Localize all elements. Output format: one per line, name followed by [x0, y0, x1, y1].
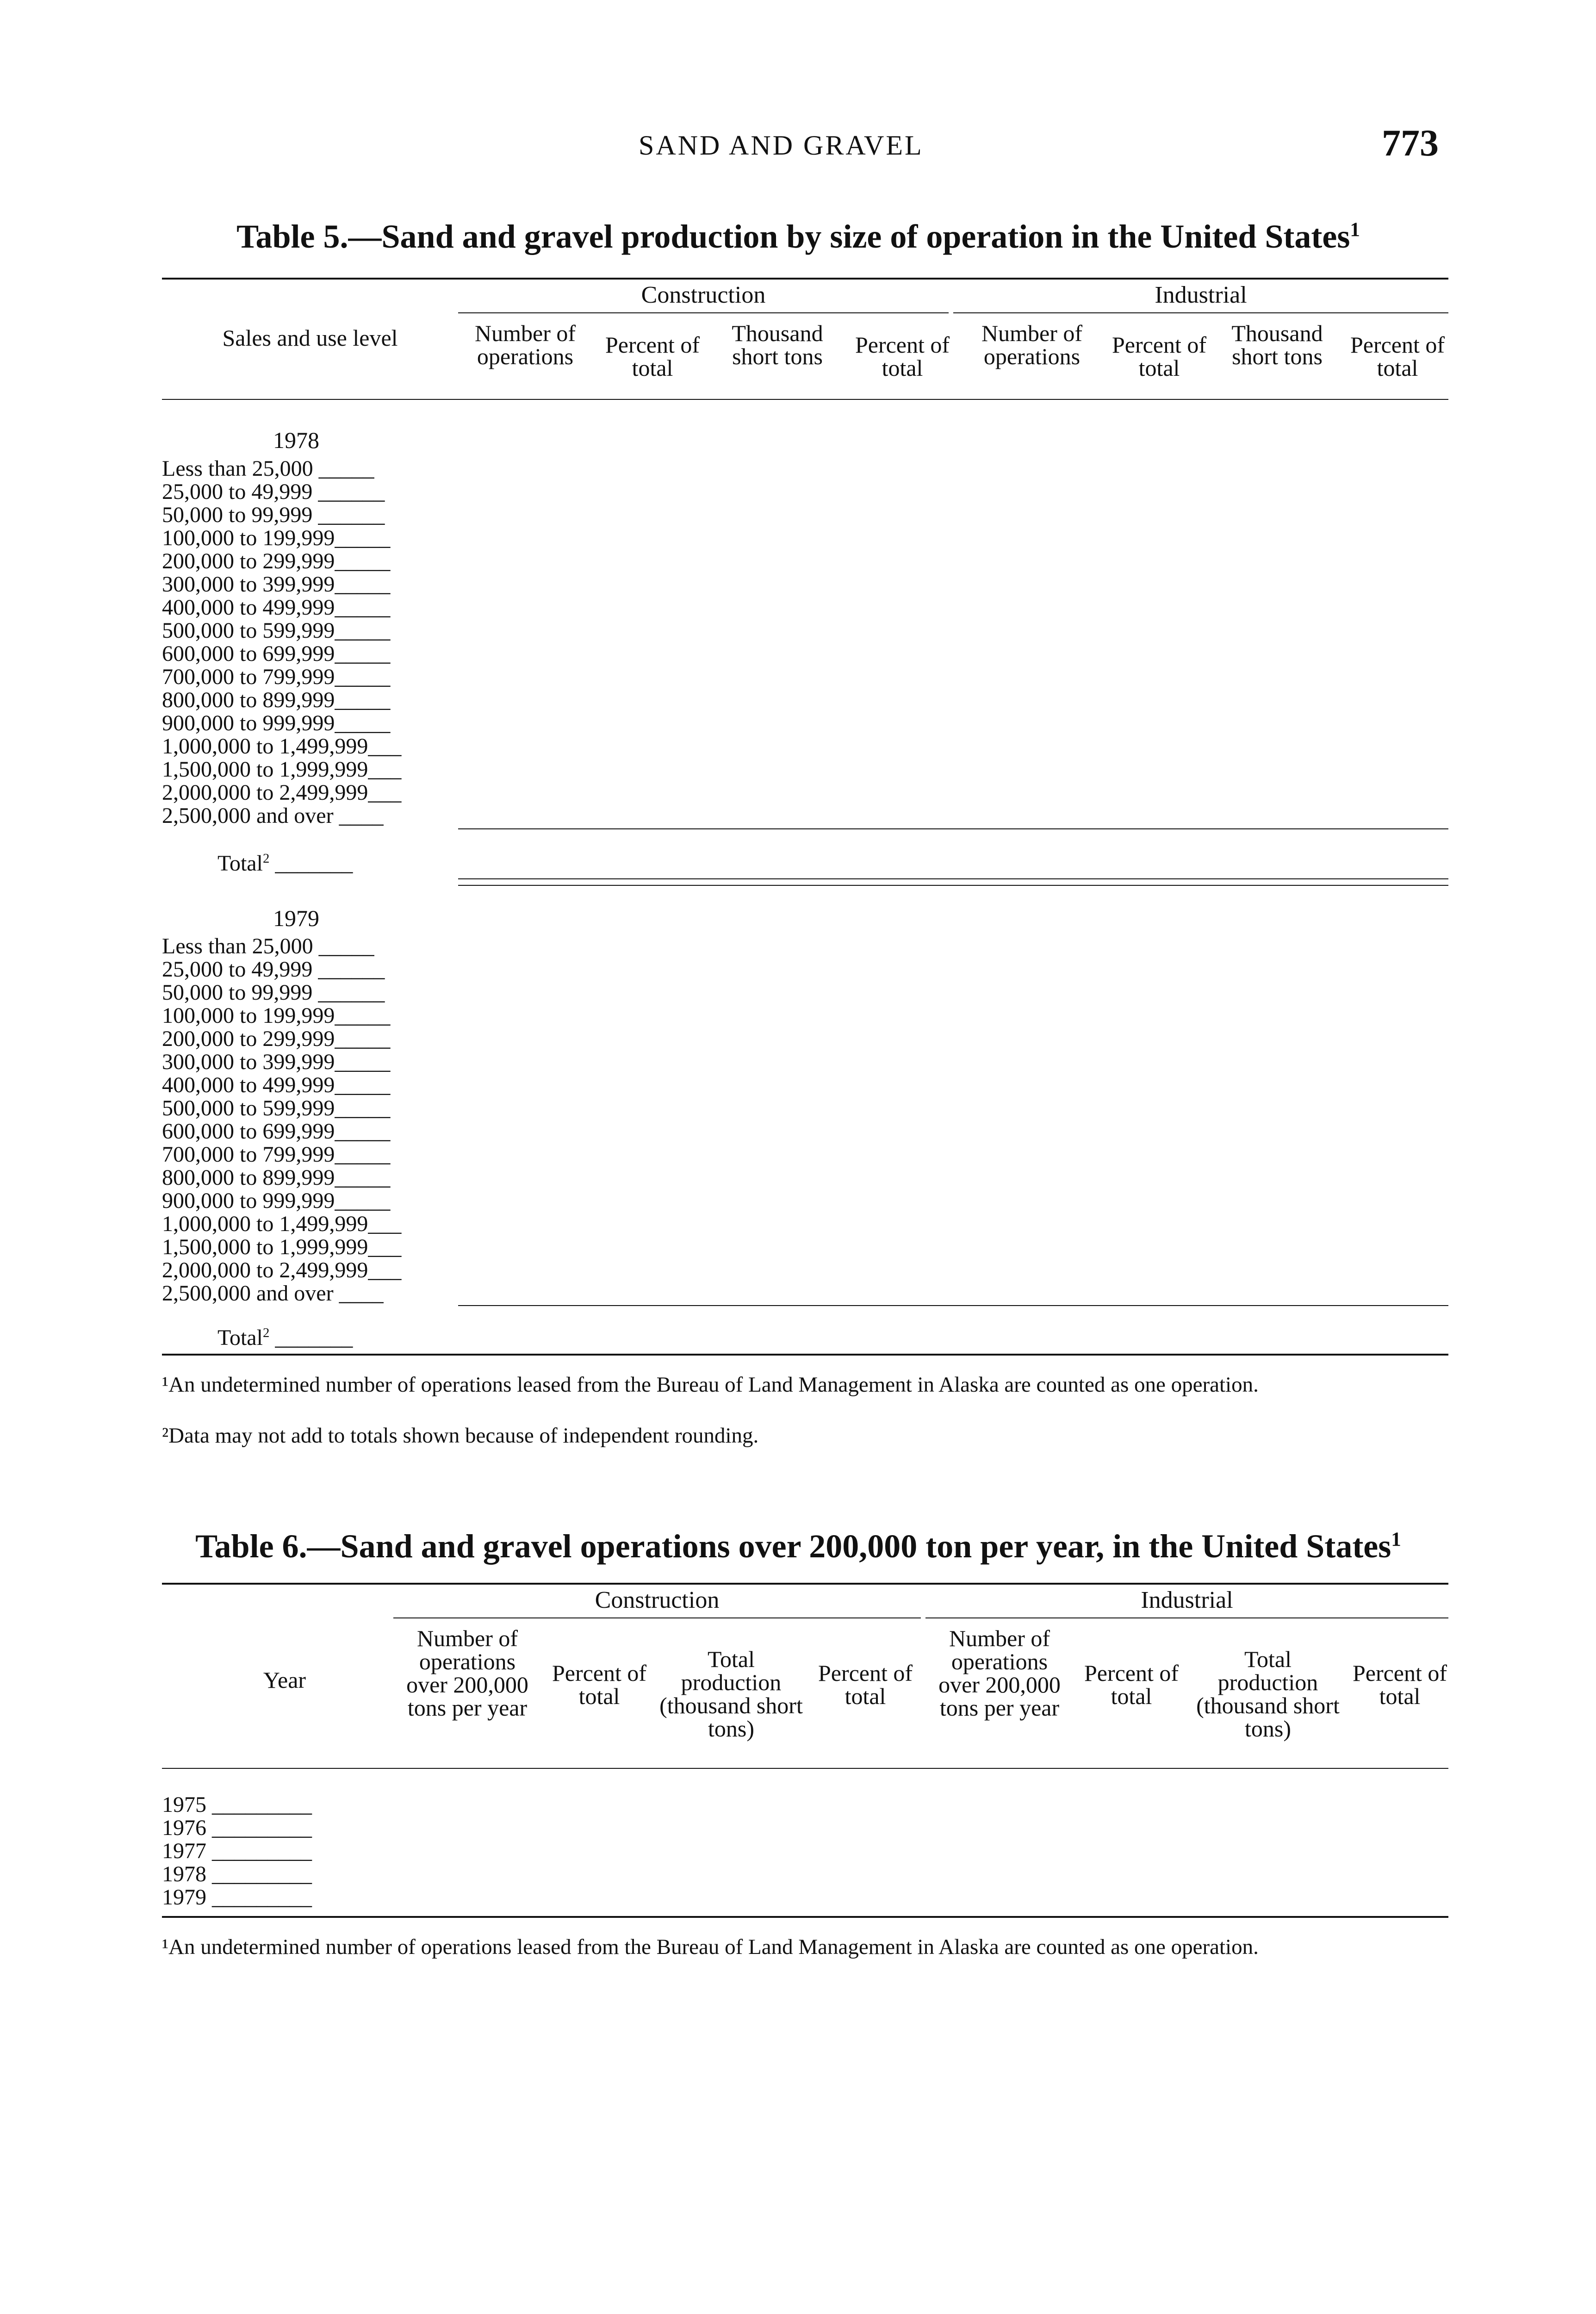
t5-row-label: 1,000,000 to 1,499,999___ — [162, 1212, 402, 1236]
total-label: Total$^2$ _______ — [217, 1325, 353, 1350]
t6-stub-header: Year — [263, 1667, 306, 1693]
t6-industrial-rule — [925, 1617, 1448, 1618]
t5-row-label: 600,000 to 699,999_____ — [162, 641, 391, 666]
t5-row-label: 500,000 to 599,999_____ — [162, 618, 391, 643]
t6-col-header: Percent of total — [552, 1660, 647, 1709]
t5-row-label: 2,500,000 and over ____ — [162, 803, 384, 828]
t5-row-label: 25,000 to 49,999 ______ — [162, 957, 385, 982]
t5-row-label: 1,500,000 to 1,999,999___ — [162, 1235, 402, 1259]
t6-industrial-header: Industrial — [1141, 1587, 1233, 1613]
total-label-text: Total — [217, 1325, 263, 1350]
t5-col-header: Number of operations — [475, 320, 576, 369]
t6-header-rule — [162, 1768, 1448, 1769]
t5-col-header: Thousand short tons — [732, 320, 823, 369]
t5-row-label: 200,000 to 299,999_____ — [162, 1026, 391, 1051]
t5-footnote-2: ²Data may not add to totals shown because of independent rounding. — [162, 1424, 759, 1448]
t5-row-label: 2,000,000 to 2,499,999___ — [162, 780, 402, 805]
t5-row-label: Less than 25,000 _____ — [162, 934, 374, 958]
t5-row-label: 1,500,000 to 1,999,999___ — [162, 757, 402, 782]
t6-col-header: Percent of total — [1352, 1660, 1447, 1709]
t5-year-1979: 1979 — [273, 905, 319, 931]
t5-col-header: Percent of total — [855, 332, 950, 381]
table6-bottom-rule — [162, 1916, 1448, 1918]
t5-row-label: 100,000 to 199,999_____ — [162, 526, 391, 550]
t6-row-label: 1978 _________ — [162, 1862, 312, 1886]
t6-col-header: Number of operations over 200,000 tons per year — [938, 1625, 1061, 1721]
t5-col-header: Number of operations — [981, 320, 1082, 369]
t5-row-label: 200,000 to 299,999_____ — [162, 549, 391, 573]
t5-header-rule — [162, 399, 1448, 400]
t5-row-label: 700,000 to 799,999_____ — [162, 1142, 391, 1167]
page-number: 773 — [1382, 122, 1439, 164]
t5-total-rule — [458, 828, 1448, 829]
t5-col-header: Percent of total — [1112, 332, 1207, 381]
t5-construction-rule — [458, 312, 949, 313]
t6-col-header: Total production (thousand short tons) — [1196, 1646, 1340, 1742]
table5-bottom-rule — [162, 1354, 1448, 1356]
t5-row-label: 300,000 to 399,999_____ — [162, 572, 391, 597]
t5-col-header: Thousand short tons — [1231, 320, 1323, 369]
t5-col-header: Percent of total — [605, 332, 700, 381]
t5-total-rule — [458, 1305, 1448, 1306]
table6-caption: Table 6.—Sand and gravel operations over 200,000 ton per year, in the United States$^1$ — [195, 1528, 1401, 1565]
t6-construction-rule — [393, 1617, 921, 1618]
t5-row-label: 500,000 to 599,999_____ — [162, 1096, 391, 1120]
t5-stub-header: Sales and use level — [222, 325, 398, 351]
t5-year-1978: 1978 — [273, 427, 319, 453]
t5-row-label: 300,000 to 399,999_____ — [162, 1050, 391, 1074]
t5-row-label: 400,000 to 499,999_____ — [162, 1073, 391, 1097]
t5-row-label: 25,000 to 49,999 ______ — [162, 479, 385, 504]
table6-top-rule — [162, 1583, 1448, 1585]
t5-total-rule — [458, 885, 1448, 886]
t5-row-label: Less than 25,000 _____ — [162, 456, 374, 481]
t5-row-label: 700,000 to 799,999_____ — [162, 665, 391, 689]
t5-construction-header: Construction — [641, 282, 766, 308]
t5-row-label: 100,000 to 199,999_____ — [162, 1003, 391, 1028]
t5-row-label: 50,000 to 99,999 ______ — [162, 503, 385, 527]
t5-total-rule — [458, 878, 1448, 879]
t6-row-label: 1975 _________ — [162, 1792, 312, 1817]
t5-row-label: 1,000,000 to 1,499,999___ — [162, 734, 402, 759]
t5-row-label: 900,000 to 999,999_____ — [162, 711, 391, 735]
t5-row-label: 400,000 to 499,999_____ — [162, 595, 391, 620]
t5-industrial-header: Industrial — [1155, 282, 1247, 308]
t6-footnote-1: ¹An undetermined number of operations leased from the Bureau of Land Management in Alaska are counted as one operation. — [162, 1935, 1259, 1959]
t5-row-label: 800,000 to 899,999_____ — [162, 688, 391, 712]
t5-row-label: 2,500,000 and over ____ — [162, 1281, 384, 1306]
t5-industrial-rule — [953, 312, 1448, 313]
running-head: SAND AND GRAVEL — [639, 130, 924, 161]
t5-footnote-1: ¹An undetermined number of operations leased from the Bureau of Land Management in Alaska are counted as one operation. — [162, 1373, 1259, 1397]
t5-row-label: 50,000 to 99,999 ______ — [162, 980, 385, 1005]
t5-col-header: Percent of total — [1350, 332, 1445, 381]
t6-col-header: Total production (thousand short tons) — [659, 1646, 803, 1742]
t6-col-header: Percent of total — [1084, 1660, 1179, 1709]
table5-top-rule — [162, 278, 1448, 280]
t6-row-label: 1979 _________ — [162, 1885, 312, 1910]
t5-row-label: 2,000,000 to 2,499,999___ — [162, 1258, 402, 1282]
t5-row-label: 900,000 to 999,999_____ — [162, 1188, 391, 1213]
table5-caption: Table 5.—Sand and gravel production by size of operation in the United States$^1$ — [236, 218, 1360, 255]
t6-col-header: Number of operations over 200,000 tons per year — [406, 1625, 528, 1721]
t6-row-label: 1976 _________ — [162, 1816, 312, 1840]
total-label: Total$^2$ _______ — [217, 851, 353, 876]
t5-row-label: 600,000 to 699,999_____ — [162, 1119, 391, 1144]
t6-row-label: 1977 _________ — [162, 1839, 312, 1863]
t5-row-label: 800,000 to 899,999_____ — [162, 1165, 391, 1190]
t6-col-header: Percent of total — [818, 1660, 913, 1709]
total-label-text: Total — [217, 851, 263, 876]
t6-construction-header: Construction — [595, 1587, 720, 1613]
